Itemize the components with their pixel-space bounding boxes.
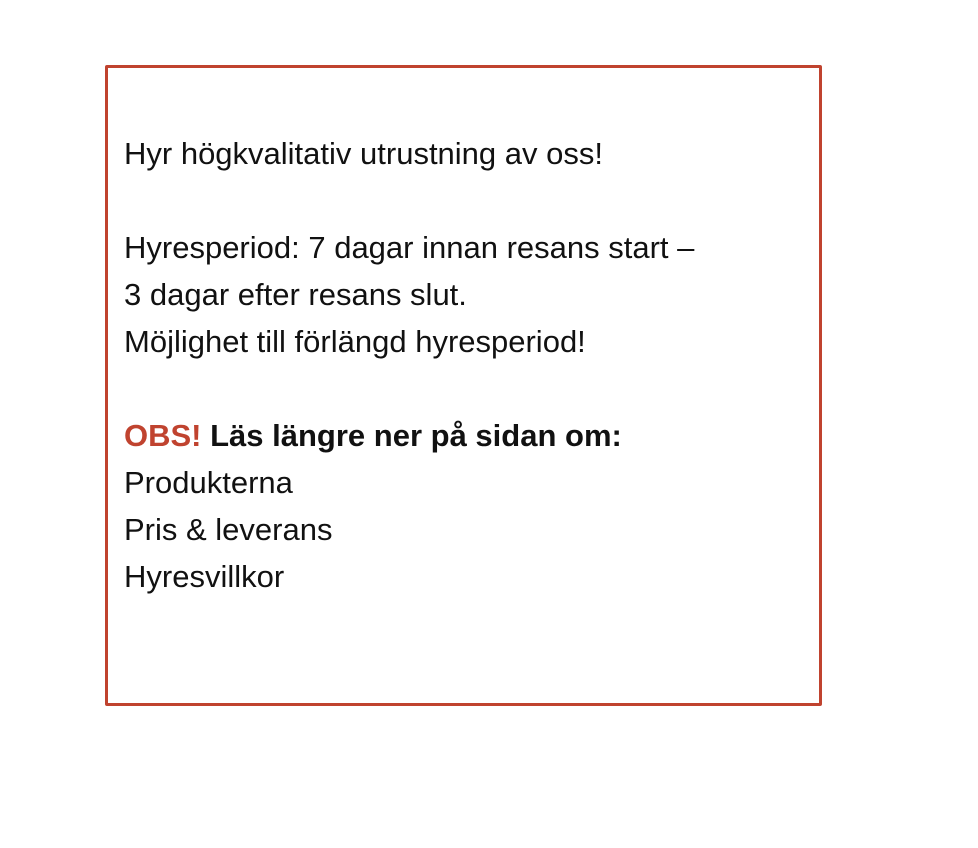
- obs-text: Läs längre ner på sidan om:: [201, 418, 622, 453]
- obs-label: OBS!: [124, 418, 202, 453]
- spacer: [124, 365, 807, 412]
- rental-period-line-2: 3 dagar efter resans slut.: [124, 277, 467, 312]
- link-price-delivery[interactable]: Pris & leverans: [124, 512, 333, 547]
- link-rental-terms[interactable]: Hyresvillkor: [124, 559, 285, 594]
- rental-period-line-1: Hyresperiod: 7 dagar innan resans start –: [124, 230, 695, 265]
- rental-info-content: [124, 130, 807, 600]
- extension-text: Möjlighet till förlängd hyresperiod!: [124, 324, 586, 359]
- spacer: [124, 177, 807, 224]
- rental-info-box: [105, 65, 822, 706]
- intro-text: Hyr högkvalitativ utrustning av oss!: [124, 136, 603, 171]
- link-products[interactable]: Produkterna: [124, 465, 293, 500]
- obs-heading: [124, 412, 807, 459]
